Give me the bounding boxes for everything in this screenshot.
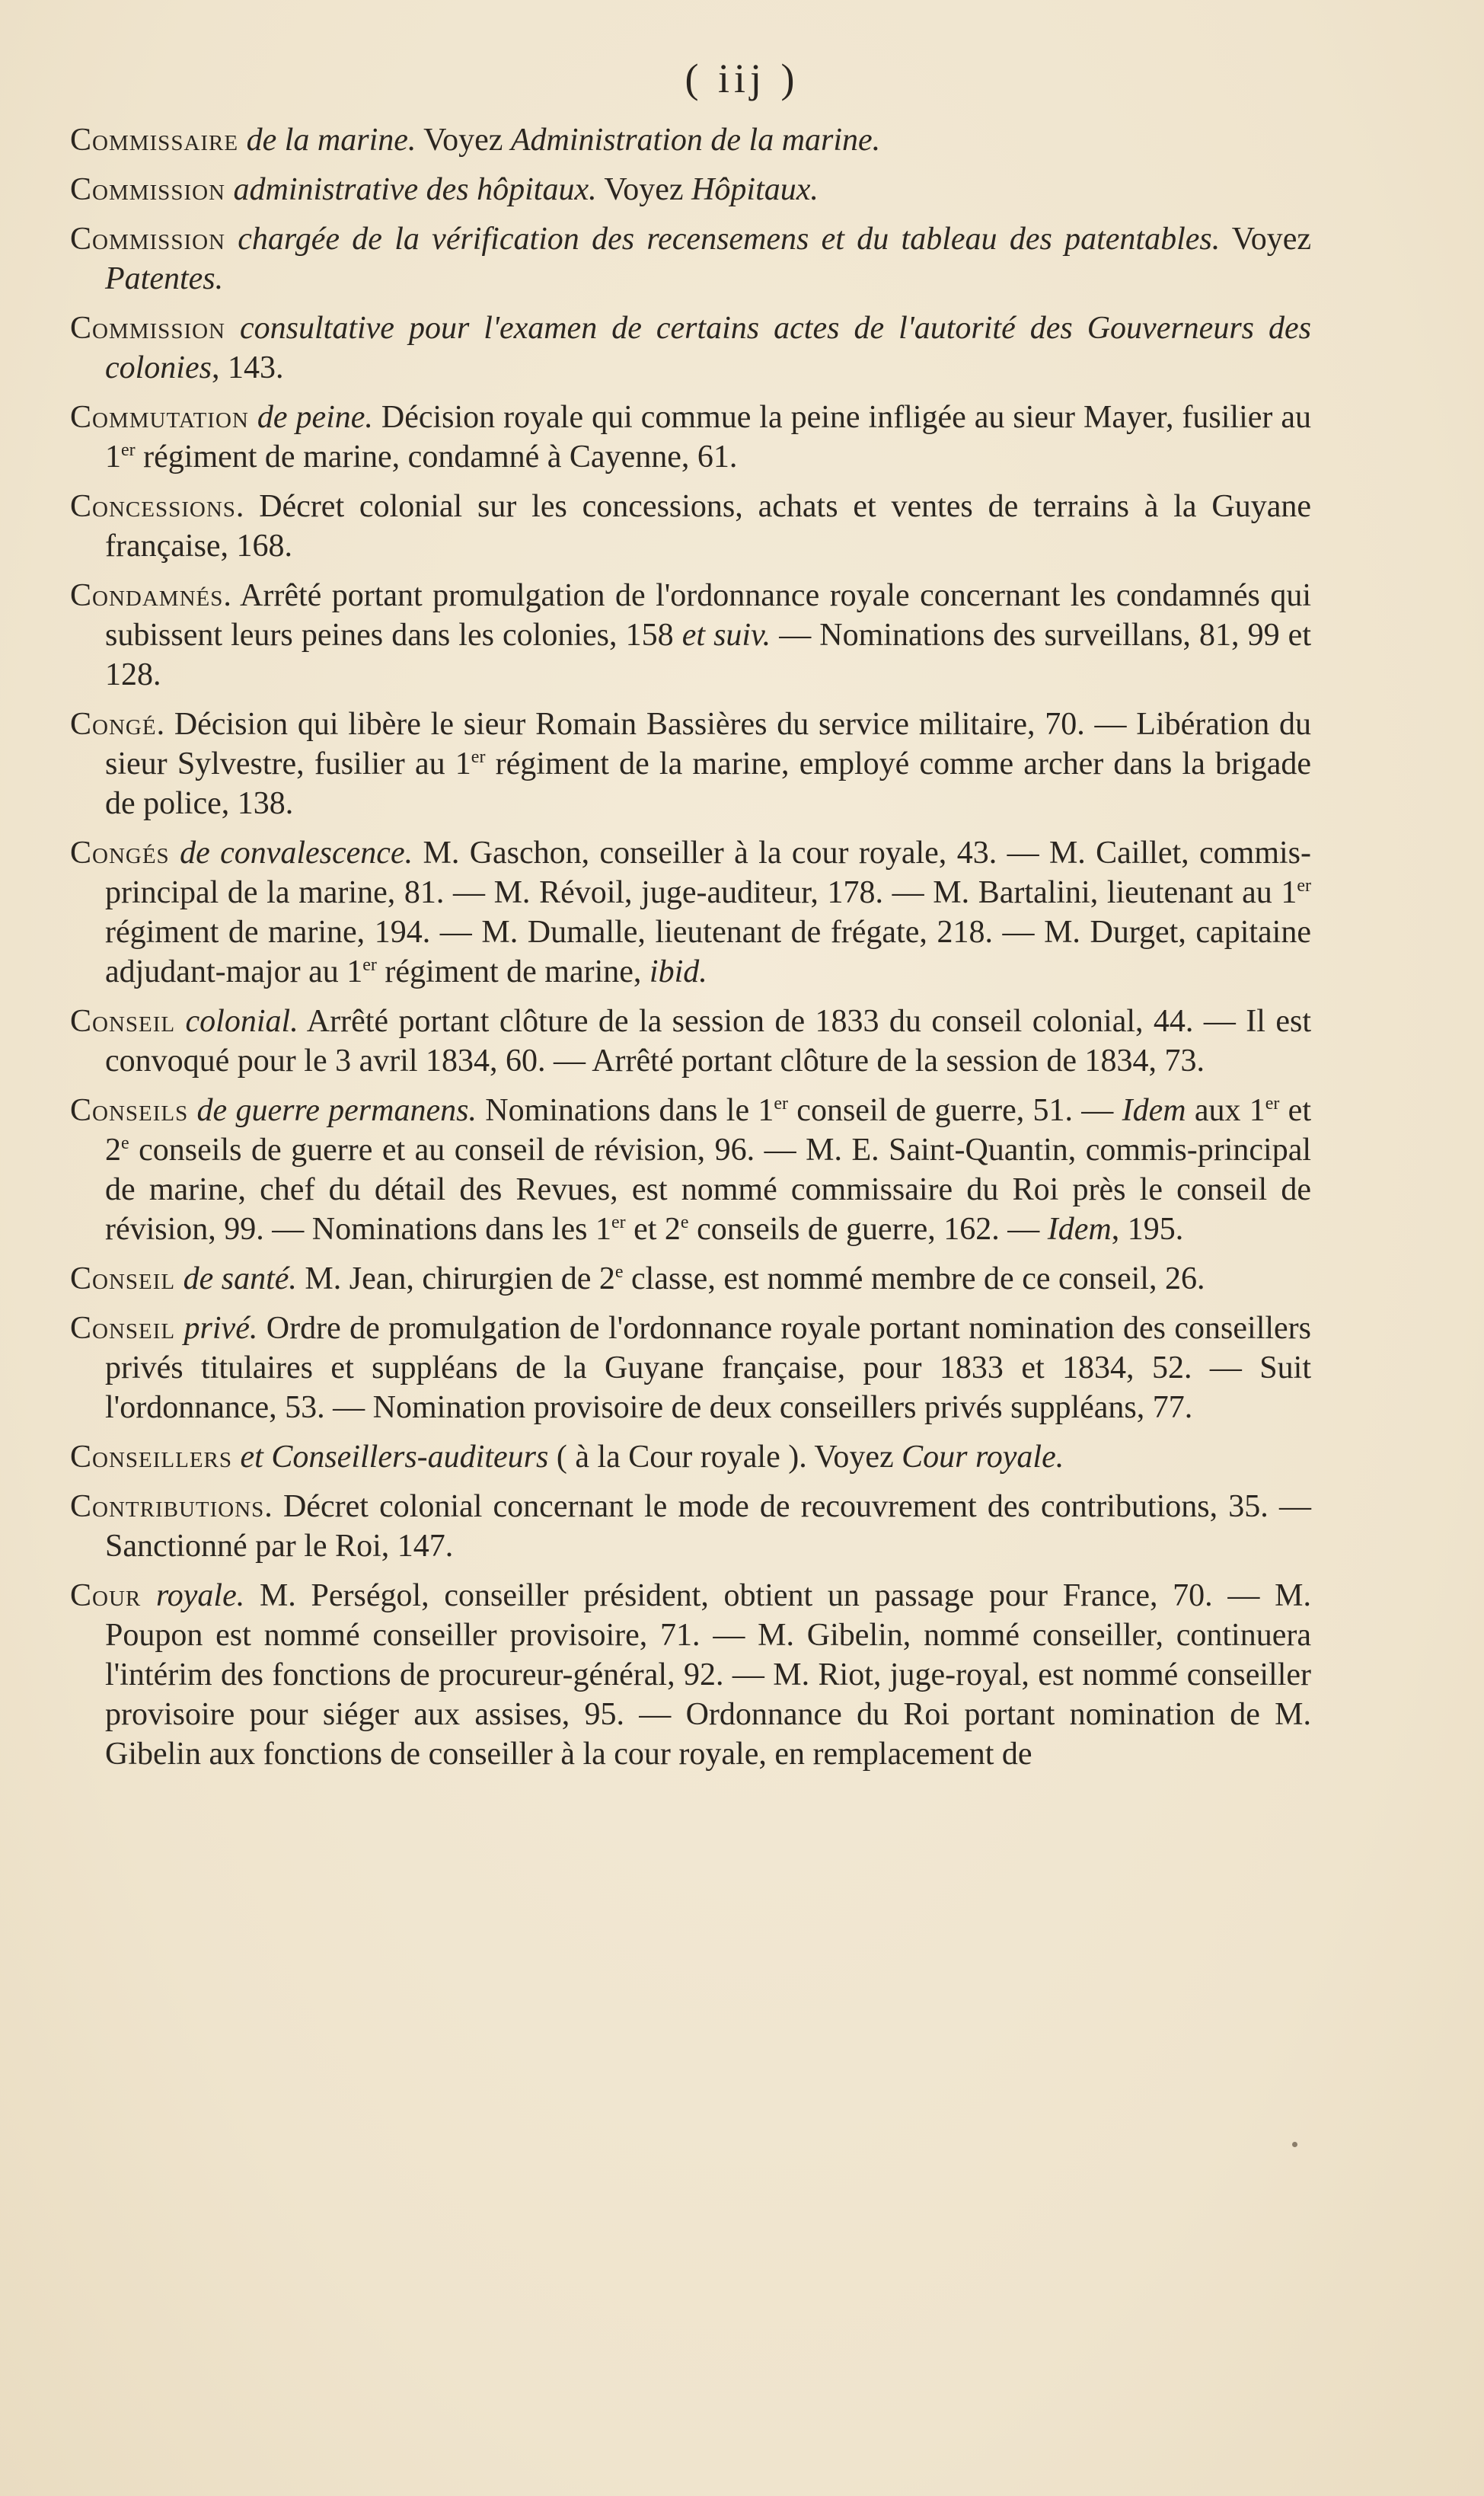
entry-text: M. Perségol, conseiller président, obtient un passage pour France, 70. — M. Poupon est nommé conseiller provisoire, 71. — M. Gibelin, nommé conseiller, continuera l'intérim des fonctions de procureur-général, 92. — M. Riot, juge-royal, est nommé conseiller provisoire pour siéger aux assises, 95. — Ordonnance du Roi portant nomination de M. Gibelin aux fonctions de conseiller à la cour royale, en remplacement de <box>105 1578 1311 1772</box>
index-entry <box>70 1487 1311 1566</box>
entry-text: — Nominations des surveillans, 81, 99 et 128. <box>105 618 1311 692</box>
entry-heading: Conseil <box>70 1004 176 1039</box>
entry-italic-text: Administration de la marine. <box>510 123 881 158</box>
entry-italic-text: ibid. <box>649 954 707 989</box>
entry-italic-text: et Conseillers-auditeurs <box>232 1440 549 1475</box>
entry-text: M. Gaschon, conseiller à la cour royale, 43. — M. Caillet, commis-principal de la marine, 81. — M. Révoil, juge-auditeur, 178. — M. Bartalini, lieutenant au 1 <box>105 836 1311 910</box>
entry-italic-text: Patentes. <box>105 261 224 296</box>
ordinal-superscript: er <box>1297 876 1311 896</box>
entry-text: , 143. <box>211 350 284 385</box>
entry-heading: Contributions <box>70 1489 265 1524</box>
entry-italic-text: chargée de la vérification des recensemens et du tableau des patentables. <box>225 222 1221 257</box>
index-entry <box>70 1309 1311 1427</box>
index-entry <box>70 219 1311 299</box>
ordinal-superscript: er <box>611 1213 626 1232</box>
entry-text: Voyez <box>1220 222 1311 257</box>
entry-text: régiment de la marine, employé comme archer dans la brigade de police, 138. <box>105 746 1311 821</box>
entry-text: ( à la Cour royale ). Voyez <box>548 1440 902 1475</box>
index-entry <box>70 576 1311 695</box>
entry-text: aux 1 <box>1186 1093 1265 1128</box>
ink-speck <box>1292 2142 1297 2147</box>
entry-italic-text: de peine. <box>248 400 373 435</box>
entry-heading: Commission <box>70 222 225 257</box>
ordinal-superscript: e <box>680 1213 689 1232</box>
entry-italic-text: de la marine. <box>238 123 416 158</box>
entry-text: , 195. <box>1111 1212 1184 1247</box>
entry-italic-text: Hôpitaux. <box>691 172 819 207</box>
index-entry <box>70 1002 1311 1081</box>
entry-heading: Congé <box>70 707 157 742</box>
entry-italic-text: colonial. <box>175 1004 298 1039</box>
index-entry <box>70 487 1311 566</box>
entry-heading: Concessions <box>70 489 236 524</box>
entry-text: . Décret colonial sur les concessions, achats et ventes de terrains à la Guyane française, 168. <box>105 489 1311 564</box>
entry-italic-text: et suiv. <box>681 618 771 653</box>
index-entry <box>70 705 1311 823</box>
entry-italic-text: Idem <box>1047 1212 1112 1247</box>
entry-italic-text: de convalescence. <box>169 836 413 871</box>
entry-text: régiment de marine, condamné à Cayenne, 61. <box>135 439 738 475</box>
entry-heading: Conseillers <box>70 1440 233 1475</box>
entry-heading: Congés <box>70 836 170 871</box>
ordinal-superscript: e <box>121 1133 129 1153</box>
entry-heading: Commission <box>70 311 225 346</box>
entry-heading: Commission <box>70 172 225 207</box>
entry-heading: Conseil <box>70 1261 176 1296</box>
ordinal-superscript: er <box>471 747 486 767</box>
entry-italic-text: de guerre permanens. <box>188 1093 477 1128</box>
ordinal-superscript: er <box>362 955 377 975</box>
entry-heading: Conseil <box>70 1311 176 1346</box>
entry-text: M. Jean, chirurgien de 2 <box>296 1261 615 1296</box>
index-entry <box>70 308 1311 388</box>
entry-text: Voyez <box>596 172 692 207</box>
entry-heading: Commutation <box>70 400 249 435</box>
entry-text: classe, est nommé membre de ce conseil, 26. <box>623 1261 1205 1296</box>
entry-text: et 2 <box>625 1212 681 1247</box>
index-entry <box>70 1576 1311 1774</box>
entry-text: . Décision qui libère le sieur Romain Bassières du service militaire, 70. — Libération du sieur Sylvestre, fusilier au 1 <box>105 707 1311 781</box>
entry-italic-text: consultative pour l'examen de certains actes de l'autorité des Gouverneurs des colonies <box>105 311 1311 385</box>
index-entry <box>70 833 1311 992</box>
entry-text: . Décret colonial concernant le mode de recouvrement des contributions, 35. — Sanctionné par le Roi, 147. <box>105 1489 1311 1564</box>
entry-text: conseils de guerre et au conseil de révision, 96. — M. E. Saint-Quantin, commis-principal de marine, chef du détail des Revues, est nommé commissaire du Roi près le conseil de révision, 99. — Nominations dans les 1 <box>105 1133 1311 1247</box>
entry-italic-text: Idem <box>1122 1093 1186 1128</box>
ordinal-superscript: er <box>121 440 136 460</box>
entry-text: conseils de guerre, 162. — <box>688 1212 1048 1247</box>
entry-text: conseil de guerre, 51. — <box>788 1093 1122 1128</box>
entry-heading: Conseils <box>70 1093 189 1128</box>
entry-text: et 2 <box>105 1093 1311 1168</box>
entry-text: régiment de marine, 194. — M. Dumalle, lieutenant de frégate, 218. — M. Durget, capitaine adjudant-major au 1 <box>105 915 1311 989</box>
entry-italic-text: Cour royale. <box>902 1440 1064 1475</box>
entry-heading: Commissaire <box>70 123 239 158</box>
index-entry <box>70 1091 1311 1249</box>
index-entry <box>70 398 1311 477</box>
ordinal-superscript: er <box>1265 1094 1280 1114</box>
page-number: ( iij ) <box>685 56 799 101</box>
ordinal-superscript: er <box>774 1094 789 1114</box>
entry-text: Ordre de promulgation de l'ordonnance royale portant nomination des conseillers privés titulaires et suppléans de la Guyane française, pour 1833 et 1834, 52. — Suit l'ordonnance, 53. — Nomination provisoire de deux conseillers privés suppléans, 77. <box>105 1311 1312 1425</box>
entry-text: régiment de marine, <box>376 954 649 989</box>
entry-text: Voyez <box>416 123 511 158</box>
entry-text: Décision royale qui commue la peine infligée au sieur Mayer, fusilier au 1 <box>105 400 1311 475</box>
index-entry <box>70 170 1311 209</box>
entry-text: Nominations dans le 1 <box>476 1093 774 1128</box>
entry-italic-text: privé. <box>175 1311 258 1346</box>
entry-heading: Condamnés <box>70 578 224 613</box>
entry-text: Arrêté portant clôture de la session de 1833 du conseil colonial, 44. — Il est convoqué pour le 3 avril 1834, 60. — Arrêté portant clôture de la session de 1834, 73. <box>105 1004 1311 1079</box>
index-entry <box>70 1259 1311 1299</box>
entry-italic-text: royale. <box>141 1578 245 1613</box>
entry-text: . Arrêté portant promulgation de l'ordonnance royale concernant les condamnés qui subissent leurs peines dans les colonies, 158 <box>105 578 1311 653</box>
index-entries <box>70 120 1311 1784</box>
ordinal-superscript: e <box>614 1262 624 1282</box>
index-entry <box>70 120 1311 160</box>
index-entry <box>70 1437 1311 1477</box>
entry-heading: Cour <box>70 1578 142 1613</box>
entry-italic-text: de santé. <box>175 1261 297 1296</box>
entry-italic-text: administrative des hôpitaux. <box>225 172 597 207</box>
